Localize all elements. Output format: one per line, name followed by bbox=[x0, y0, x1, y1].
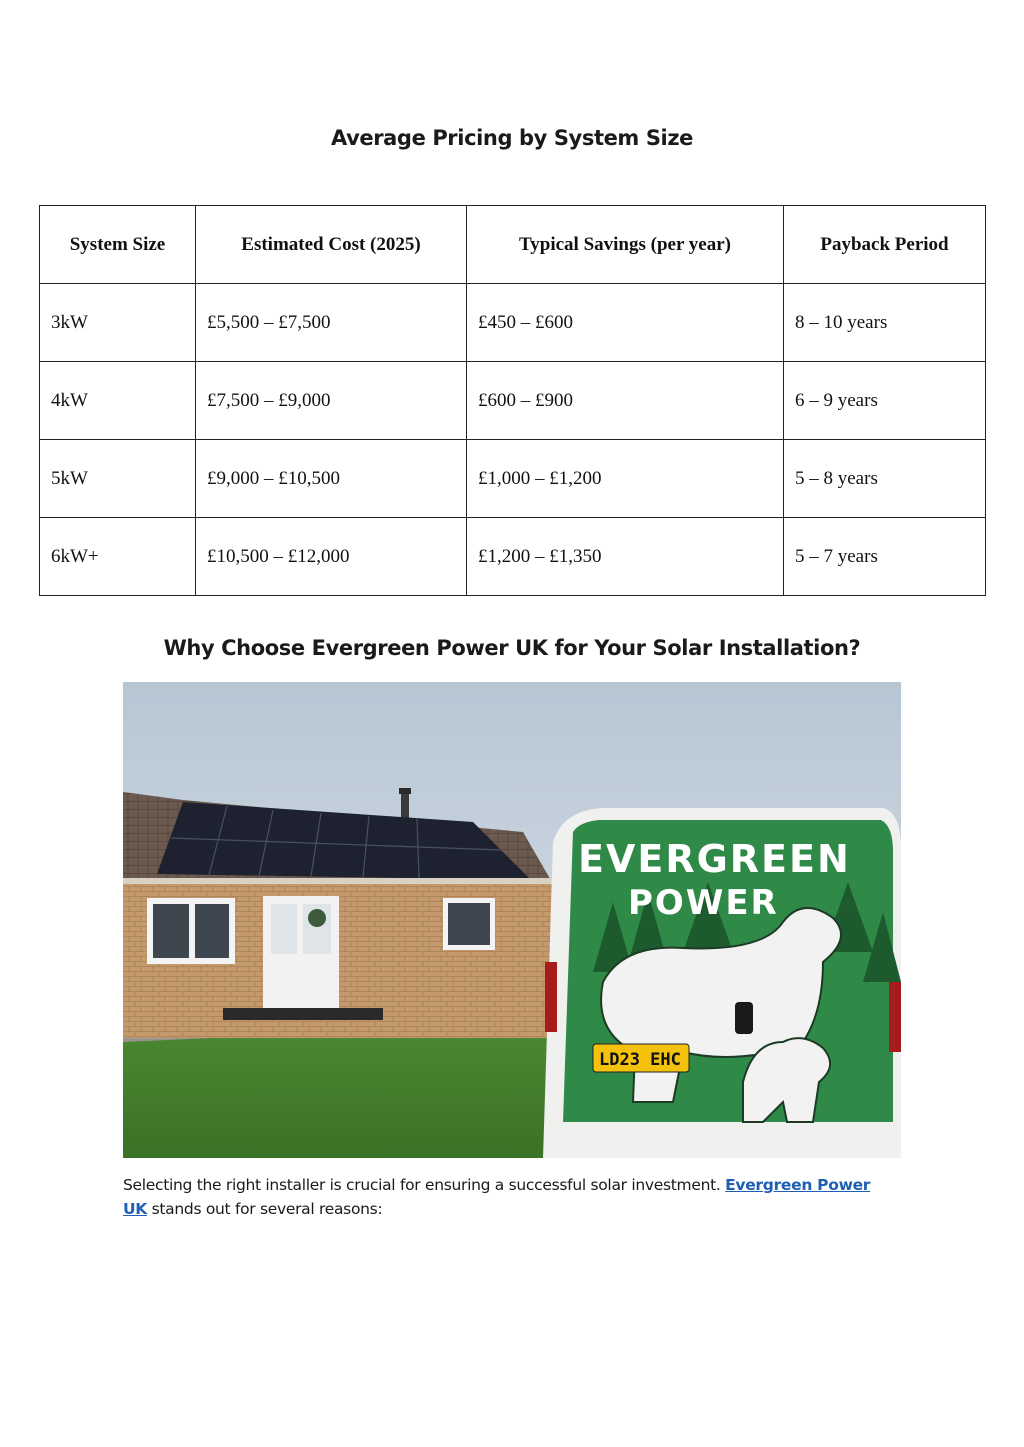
cell-typical-savings: £450 – £600 bbox=[467, 284, 784, 362]
cell-payback-period: 5 – 7 years bbox=[784, 518, 986, 596]
cell-estimated-cost: £10,500 – £12,000 bbox=[196, 518, 467, 596]
cell-system-size: 5kW bbox=[40, 440, 196, 518]
van-brand-text: POWER bbox=[628, 883, 779, 923]
cell-typical-savings: £1,200 – £1,350 bbox=[467, 518, 784, 596]
header-payback-period: Payback Period bbox=[784, 206, 986, 284]
intro-paragraph bbox=[123, 1173, 883, 1221]
table-row bbox=[40, 284, 986, 362]
paragraph-text: stands out for several reasons: bbox=[147, 1200, 383, 1218]
cell-payback-period: 8 – 10 years bbox=[784, 284, 986, 362]
cell-system-size: 3kW bbox=[40, 284, 196, 362]
van-brand-text: EVERGREEN bbox=[578, 837, 851, 881]
table-row bbox=[40, 518, 986, 596]
cell-system-size: 6kW+ bbox=[40, 518, 196, 596]
heading-average-pricing: Average Pricing by System Size bbox=[330, 126, 694, 150]
evergreen-power-link[interactable]: Evergreen Power UK bbox=[123, 1176, 871, 1218]
van-number-plate: LD23 EHC bbox=[599, 1050, 681, 1070]
cell-estimated-cost: £5,500 – £7,500 bbox=[196, 284, 467, 362]
cell-payback-period: 5 – 8 years bbox=[784, 440, 986, 518]
pricing-table bbox=[39, 205, 986, 596]
paragraph-text: Selecting the right installer is crucial for ensuring a successful solar investment. bbox=[123, 1176, 726, 1194]
header-estimated-cost: Estimated Cost (2025) bbox=[196, 206, 467, 284]
header-system-size: System Size bbox=[40, 206, 196, 284]
table-row bbox=[40, 362, 986, 440]
cell-typical-savings: £1,000 – £1,200 bbox=[467, 440, 784, 518]
header-typical-savings: Typical Savings (per year) bbox=[467, 206, 784, 284]
cell-estimated-cost: £7,500 – £9,000 bbox=[196, 362, 467, 440]
cell-estimated-cost: £9,000 – £10,500 bbox=[196, 440, 467, 518]
cell-payback-period: 6 – 9 years bbox=[784, 362, 986, 440]
heading-why-choose: Why Choose Evergreen Power UK for Your Solar Installation? bbox=[163, 636, 861, 660]
table-row bbox=[40, 440, 986, 518]
solar-installation-photo bbox=[123, 682, 901, 1158]
cell-system-size: 4kW bbox=[40, 362, 196, 440]
table-header-row bbox=[40, 206, 986, 284]
cell-typical-savings: £600 – £900 bbox=[467, 362, 784, 440]
